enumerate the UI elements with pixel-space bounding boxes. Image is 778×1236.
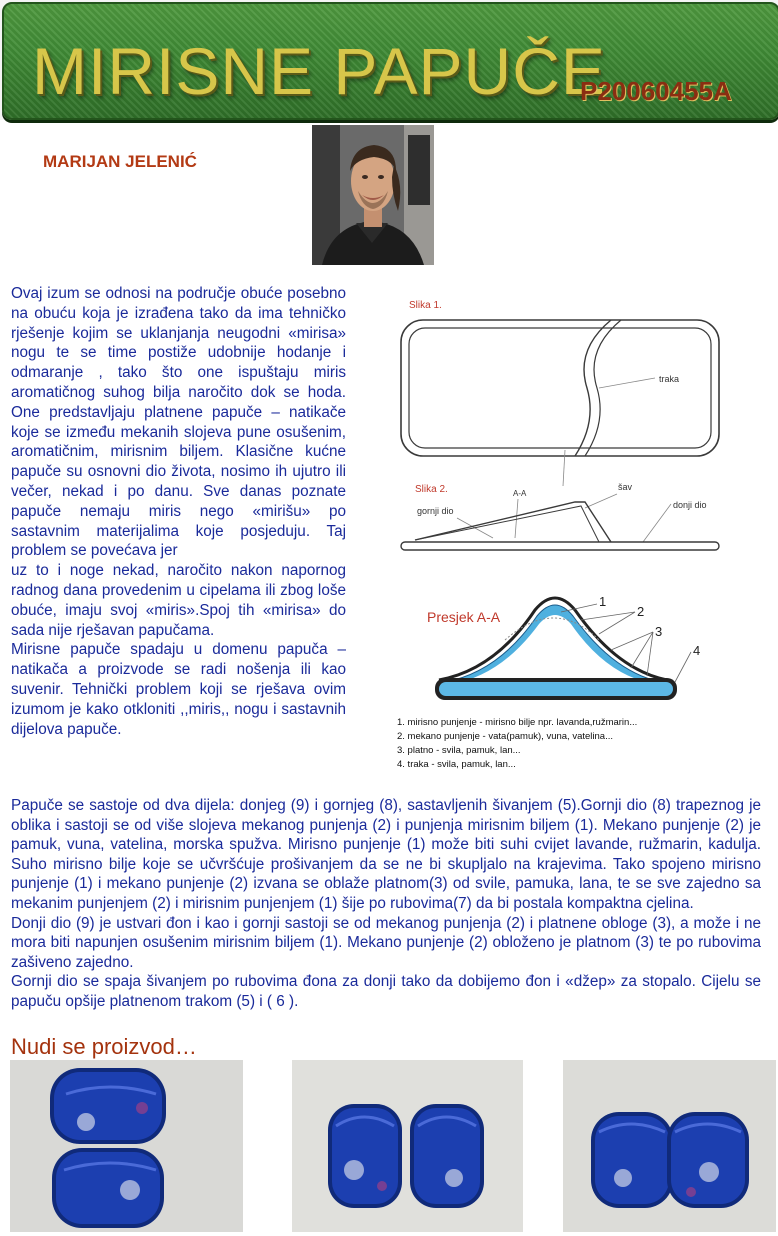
callout-1: 1 [599, 594, 607, 609]
description-text [11, 796, 761, 1012]
product-photo-2 [292, 1060, 523, 1232]
callout-3: 3 [655, 624, 663, 639]
donji-dio-label: donji dio [673, 500, 707, 510]
offer-heading: Nudi se proizvod… [11, 1034, 197, 1059]
legend-item-2: 2. mekano punjenje - vata(pamuk), vuna, vatelina... [397, 731, 613, 742]
paragraph: Donji dio (9) je ustvari đon i kao i gornji sastoji se od mekanog punjenja (2) i platnene obloge (3), a može i ne mora biti napunjen osušenim mirisnim biljem (1). Mekano punjenje (2) obloženo je platnom (3) te po rubovima zašiveno zajedno. [11, 914, 761, 971]
paragraph: Gornji dio se spaja šivanjem po rubovima đona za donji tako da dobijemo đon i «džep» za stopalo. Cijelu se papuču opšije platnenom trakom (5) i ( 6 ). [11, 973, 761, 1010]
legend-item-4: 4. traka - svila, pamuk, lan... [397, 759, 516, 770]
banner-panel [2, 2, 778, 120]
slika1-label: Slika 1. [409, 300, 442, 311]
callout-4: 4 [693, 643, 701, 658]
sav-label: šav [618, 482, 633, 492]
intro-text [11, 284, 346, 739]
product-photo-1 [10, 1060, 243, 1232]
paragraph: Ovaj izum se odnosi na područje obuće posebno na obuću koja je izrađena tako da ima tehničko rješenje kojim se uklanjanja neugodni «mirisa» nogu te se time postiže udobnije hodanje i odmaranje , tako što one ispuštaju miris aromatičnog suhog bilja naročito dok se hoda. One predstavljaju platnene papuče – natikače koje se između mekanih slojeva pune osušenim, aromatičnim, mirisnim biljem. Klasične kućne papuče su osnovni dio života, nosimo ih ujutro ili večer, nekad i po danu. Sve danas poznate papuče nemaju miris nego «mirišu» po sastavnim materijalima koje posjeduju. Taj problem se povećava jer [11, 285, 346, 560]
paragraph: Mirisne papuče spadaju u domenu papuča – natikača a proizvode se radi nošenja ili kao suvenir. Tehnički problem koji se rješava ovim izumom je kako otkloniti ,,miris,, nogu i sastavnih dijelova papuče. [11, 641, 346, 738]
callout-2: 2 [637, 604, 645, 619]
paragraph: uz to i noge nekad, naročito nakon napornog radnog dana provedenim u cipelama ili zbog loše obuće, imaju svoj «miris».Spoj tih «mirisa» do sada nije rješavan papučama. [11, 562, 346, 639]
paragraph: Papuče se sastoje od dva dijela: donjeg (9) i gornjeg (8), sastavljenih šivanjem (5).Gornji dio (8) trapeznog je oblika i sastoji se od više slojeva mekanog punjenja (2) i punjenja mirisnim biljem (1). Mekano punjenje (2) je pamuk, vuna, vatelina, morska spužva. Mirisno punjenje (1) može biti suhi cvijet lavande, ružmarin, kadulja. Suho mirisno bilje koje se učvršćuje prošivanjem da se ne bi skupljalo na krajevima. Tako spojeno mirisno punjenje (1) i mekano punjenje (2) izvana se oblaže platnom(3) od svile, pamuka, lana, te se sve zajedno sa mekanim punjenjem (2) i mirisnim punjenjem (1) šije po rubovima(7) da bi postala kompaktna cjelina. [11, 797, 761, 912]
aa-label: A-A [513, 489, 527, 498]
legend-item-3: 3. platno - svila, pamuk, lan... [397, 745, 521, 756]
author-photo [312, 125, 434, 265]
header-banner [0, 0, 778, 120]
gornji-dio-label: gornji dio [417, 506, 454, 516]
technical-diagram [385, 290, 740, 775]
author-name: MARIJAN JELENIĆ [43, 152, 197, 171]
slika2-label: Slika 2. [415, 484, 448, 495]
product-photo-3 [563, 1060, 776, 1232]
patent-number: P20060455A [580, 76, 732, 106]
legend-item-1: 1. mirisno punjenje - mirisno bilje npr. lavanda,ružmarin... [397, 717, 638, 728]
traka-label: traka [659, 374, 680, 384]
presjek-label: Presjek A-A [427, 609, 501, 625]
page-title: MIRISNE PAPUČE [32, 34, 606, 108]
